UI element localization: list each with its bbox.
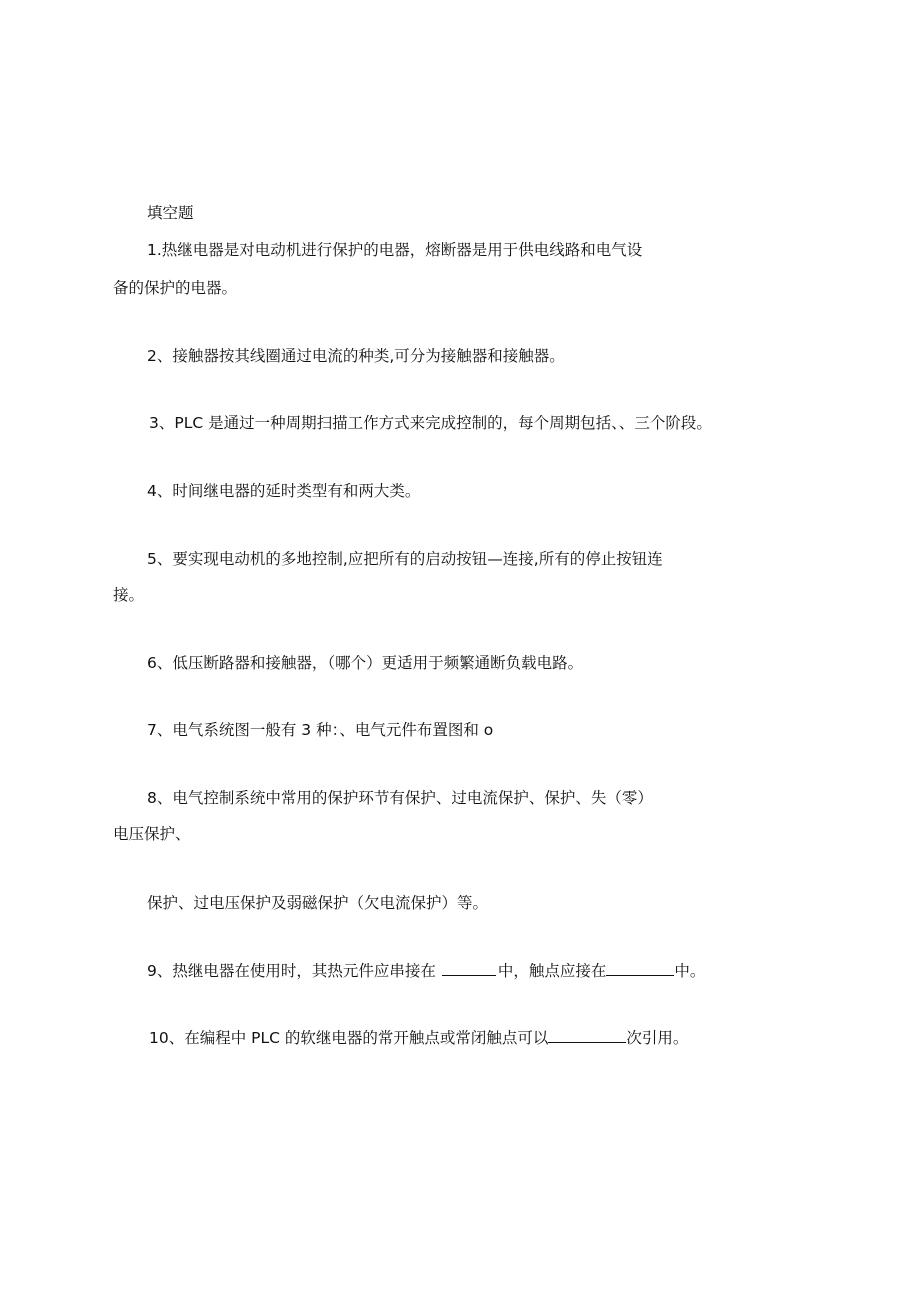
question-1-line-2: 备的保护的电器。 xyxy=(113,279,238,297)
question-7: 7、电气系统图一般有 3 种：、电气元件布置图和 o xyxy=(147,721,494,739)
question-8-line-3: 保护、过电压保护及弱磁保护（欠电流保护）等。 xyxy=(147,894,489,912)
question-10-part-1: 10、在编程中 PLC 的软继电器的常开触点或常闭触点可以 xyxy=(149,1029,549,1047)
question-9-part-1: 9、热继电器在使用时，其热元件应串接在 xyxy=(147,962,436,980)
section-title: 填空题 xyxy=(147,204,194,222)
answer-blank-1 xyxy=(442,961,496,976)
question-9 xyxy=(147,961,705,981)
question-3: 3、PLC 是通过一种周期扫描工作方式来完成控制的，每个周期包括、、三个阶段。 xyxy=(149,414,712,432)
answer-blank-2 xyxy=(606,961,674,976)
question-4: 4、时间继电器的延时类型有和两大类。 xyxy=(147,482,421,500)
answer-blank-3 xyxy=(548,1028,626,1043)
question-8-line-2: 电压保护、 xyxy=(113,825,191,843)
question-5-line-2: 接。 xyxy=(113,586,145,604)
question-6: 6、低压断路器和接触器，（哪个）更适用于频繁通断负载电路。 xyxy=(147,654,584,672)
question-5-line-1: 5、要实现电动机的多地控制,应把所有的启动按钮—连接,所有的停止按钮连 xyxy=(147,550,663,568)
question-8-line-1: 8、电气控制系统中常用的保护环节有保护、过电流保护、保护、失（零） xyxy=(147,789,653,807)
question-10 xyxy=(149,1028,688,1048)
question-1-line-1: 1.热继电器是对电动机进行保护的电器，熔断器是用于供电线路和电气设 xyxy=(147,241,643,259)
question-9-part-2: 中，触点应接在 xyxy=(497,962,607,980)
question-10-part-2: 次引用。 xyxy=(626,1029,689,1047)
question-2: 2、接触器按其线圈通过电流的种类,可分为接触器和接触器。 xyxy=(147,347,565,365)
question-9-part-3: 中。 xyxy=(674,962,706,980)
